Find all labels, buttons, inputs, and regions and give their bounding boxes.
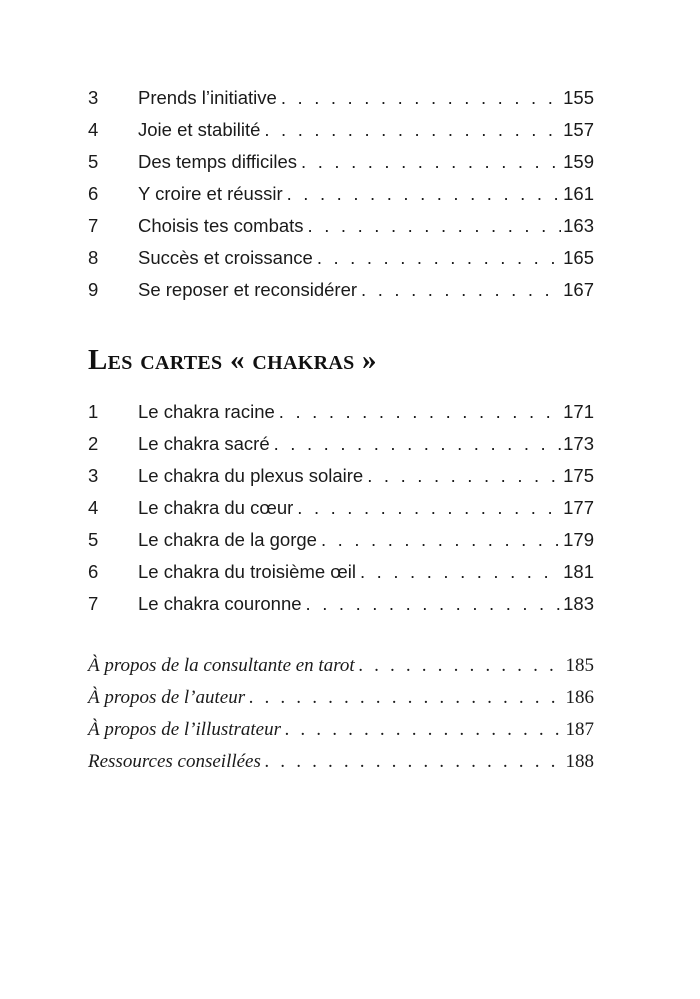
toc-entry-page: 188 [565, 751, 594, 772]
toc-entry[interactable] [88, 524, 594, 556]
dot-leader [265, 746, 564, 778]
toc-appendix [88, 650, 594, 778]
toc-entry-title: Le chakra du troisième œil [138, 561, 356, 582]
dot-leader [274, 428, 562, 460]
dot-leader [279, 396, 561, 428]
toc-entry-title: Se reposer et reconsidérer [138, 279, 358, 300]
toc-entry-number: 4 [88, 119, 99, 140]
toc-entry[interactable] [88, 460, 594, 492]
toc-entry-number: 8 [88, 247, 99, 268]
toc-entry[interactable] [88, 146, 594, 178]
toc-entry-title: Choisis tes combats [138, 215, 304, 236]
toc-entry-number: 7 [88, 593, 99, 614]
toc-entry-number: 5 [88, 529, 99, 550]
toc-entry-number: 3 [88, 87, 99, 108]
toc-entry[interactable] [88, 588, 594, 620]
dot-leader [359, 650, 564, 682]
toc-appendix-entry[interactable] [88, 714, 594, 746]
toc-entry-number: 3 [88, 465, 99, 486]
toc-entry-number: 6 [88, 183, 99, 204]
toc-entry[interactable] [88, 82, 594, 114]
toc-entry-title: Le chakra de la gorge [138, 529, 317, 550]
toc-entry-number: 9 [88, 279, 99, 300]
toc-entry-page: 161 [563, 183, 594, 204]
toc-entry-title: Le chakra couronne [138, 593, 302, 614]
toc-entry-page: 157 [563, 119, 594, 140]
toc-entry[interactable] [88, 556, 594, 588]
toc-appendix-entry[interactable] [88, 650, 594, 682]
toc-entry-number: 6 [88, 561, 99, 582]
dot-leader [367, 460, 561, 492]
dot-leader [285, 714, 564, 746]
toc-entry-page: 186 [565, 687, 594, 708]
toc-entry-page: 179 [563, 529, 594, 550]
toc-entry-title: À propos de la consultante en tarot [88, 655, 355, 676]
toc-entry-page: 185 [565, 655, 594, 676]
toc-entry-number: 7 [88, 215, 99, 236]
toc-entry-title: Ressources conseillées [88, 751, 261, 772]
toc-entry[interactable] [88, 114, 594, 146]
dot-leader [297, 492, 561, 524]
toc-entry[interactable] [88, 210, 594, 242]
toc-entry-number: 1 [88, 401, 99, 422]
toc-entry-page: 173 [563, 433, 594, 454]
toc-entry[interactable] [88, 178, 594, 210]
dot-leader [264, 114, 561, 146]
toc-entry[interactable] [88, 428, 594, 460]
table-of-contents [88, 82, 594, 778]
dot-leader [308, 210, 562, 242]
toc-entry-title: Le chakra sacré [138, 433, 270, 454]
toc-appendix-entry[interactable] [88, 746, 594, 778]
toc-section-chakras [88, 396, 594, 620]
toc-entry-page: 177 [563, 497, 594, 518]
dot-leader [301, 146, 561, 178]
toc-entry[interactable] [88, 242, 594, 274]
dot-leader [361, 274, 561, 306]
toc-entry-number: 4 [88, 497, 99, 518]
toc-entry-page: 181 [563, 561, 594, 582]
toc-entry-title: Y croire et réussir [138, 183, 283, 204]
toc-entry-page: 165 [563, 247, 594, 268]
toc-appendix-entry[interactable] [88, 682, 594, 714]
toc-entry-number: 2 [88, 433, 99, 454]
dot-leader [306, 588, 562, 620]
dot-leader [287, 178, 562, 210]
toc-entry[interactable] [88, 274, 594, 306]
toc-entry-title: Le chakra racine [138, 401, 275, 422]
toc-entry-title: Succès et croissance [138, 247, 313, 268]
toc-section-continued [88, 82, 594, 306]
toc-entry-page: 183 [563, 593, 594, 614]
toc-entry-number: 5 [88, 151, 99, 172]
toc-entry[interactable] [88, 492, 594, 524]
toc-entry[interactable] [88, 396, 594, 428]
dot-leader [249, 682, 563, 714]
toc-entry-page: 159 [563, 151, 594, 172]
toc-entry-title: Le chakra du cœur [138, 497, 294, 518]
toc-entry-page: 171 [563, 401, 594, 422]
toc-entry-page: 167 [563, 279, 594, 300]
toc-entry-page: 187 [565, 719, 594, 740]
dot-leader [317, 242, 561, 274]
toc-entry-title: À propos de l’auteur [88, 687, 246, 708]
toc-entry-title: Le chakra du plexus solaire [138, 465, 364, 486]
toc-entry-title: À propos de l’illustrateur [88, 719, 281, 740]
toc-entry-page: 155 [563, 87, 594, 108]
section-heading-chakras: Les cartes « chakras » [88, 344, 377, 376]
dot-leader [321, 524, 561, 556]
toc-entry-page: 163 [563, 215, 594, 236]
toc-entry-title: Joie et stabilité [138, 119, 261, 140]
toc-entry-title: Prends l’initiative [138, 87, 277, 108]
dot-leader [360, 556, 561, 588]
toc-entry-title: Des temps difficiles [138, 151, 298, 172]
dot-leader [281, 82, 561, 114]
toc-entry-page: 175 [563, 465, 594, 486]
